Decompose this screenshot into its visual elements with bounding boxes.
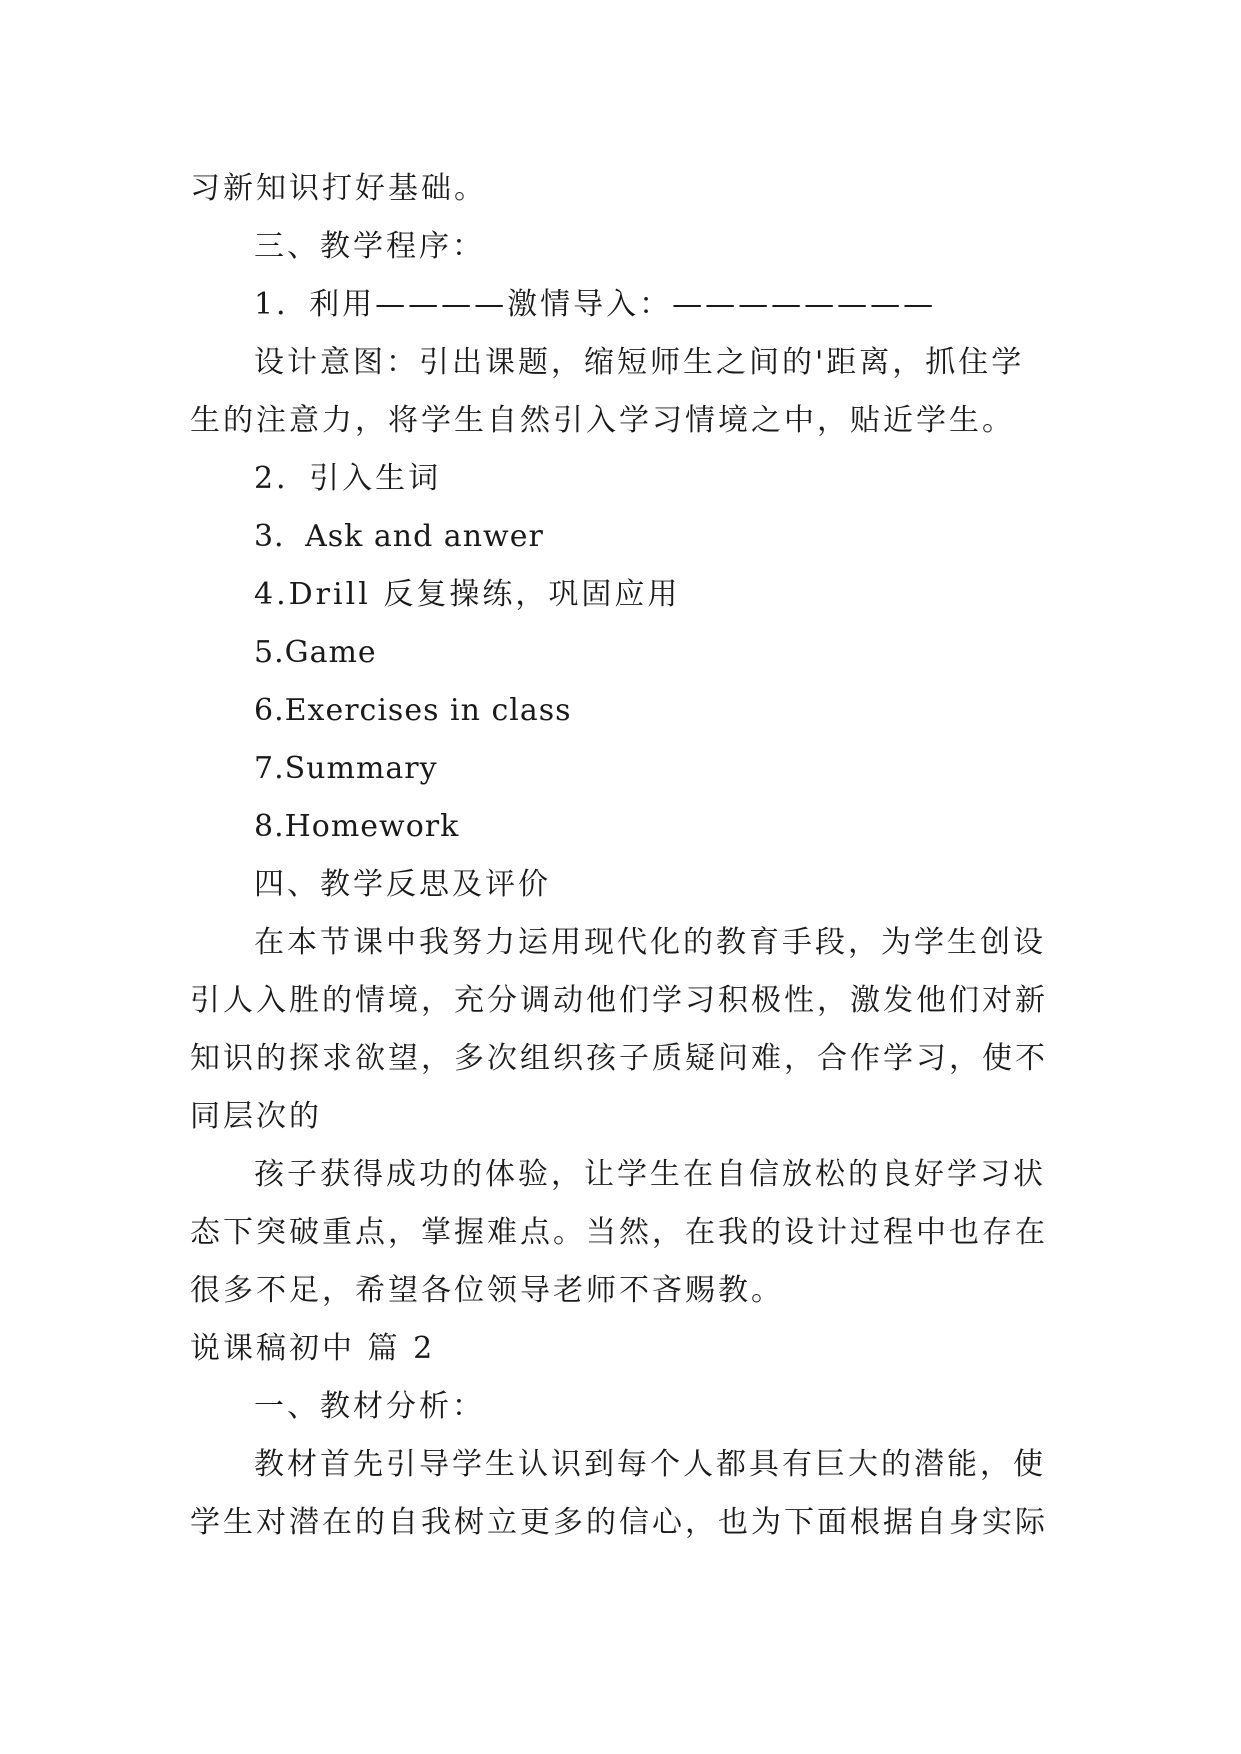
list-item: 1．利用————激情导入：————————: [254, 287, 937, 322]
list-item: 5.Game: [254, 635, 377, 670]
paragraph-line: 孩子获得成功的体验，让学生在自信放松的良好学习状: [254, 1157, 1046, 1192]
section-heading-reflection: 四、教学反思及评价: [254, 867, 551, 902]
section-heading-teaching-procedure: 三、教学程序：: [254, 229, 485, 264]
paragraph-line: 在本节课中我努力运用现代化的教育手段，为学生创设: [254, 925, 1046, 960]
list-item: 7.Summary: [254, 751, 438, 786]
paragraph-line: 设计意图：引出课题，缩短师生之间的'距离，抓住学: [254, 345, 1025, 380]
paragraph-line: 知识的探求欲望，多次组织孩子质疑问难，合作学习，使不: [190, 1041, 1048, 1076]
paragraph-line: 同层次的: [190, 1099, 322, 1134]
paragraph-line: 生的注意力，将学生自然引入学习情境之中，贴近学生。: [190, 403, 1015, 438]
paragraph-line: 态下突破重点，掌握难点。当然，在我的设计过程中也存在: [190, 1215, 1048, 1250]
list-item: 8.Homework: [254, 809, 460, 844]
list-item: 4.Drill 反复操练，巩固应用: [254, 577, 681, 612]
paragraph-line: 学生对潜在的自我树立更多的信心，也为下面根据自身实际: [190, 1505, 1048, 1540]
paragraph-line: 很多不足，希望各位领导老师不吝赐教。: [190, 1273, 784, 1308]
section-heading-textbook-analysis: 一、教材分析：: [254, 1389, 485, 1424]
list-item: 2．引入生词: [254, 461, 442, 496]
list-item: 6.Exercises in class: [254, 693, 572, 728]
paragraph-line: 教材首先引导学生认识到每个人都具有巨大的潜能，使: [254, 1447, 1046, 1482]
paragraph-line: 引人入胜的情境，充分调动他们学习积极性，激发他们对新: [190, 983, 1048, 1018]
list-item: 3．Ask and anwer: [254, 519, 544, 554]
article-title: 说课稿初中 篇 2: [190, 1331, 436, 1366]
document-body: [190, 160, 1055, 1552]
paragraph-line: 习新知识打好基础。: [190, 171, 487, 206]
